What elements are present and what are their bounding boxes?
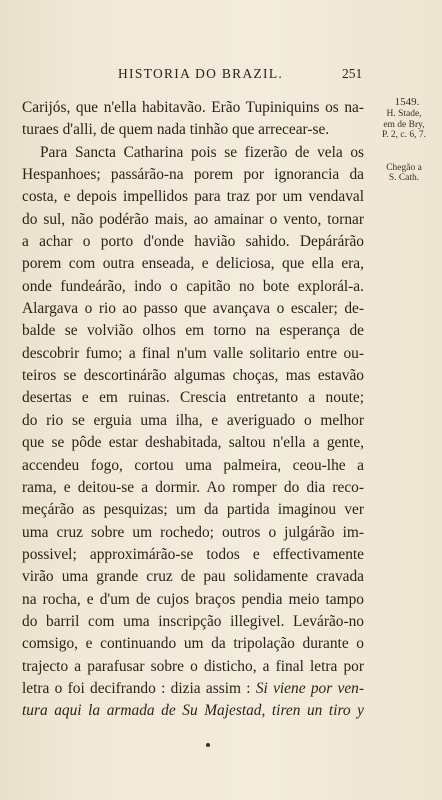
margin-gap	[368, 141, 440, 163]
italic-quote: tura aqui la armada de Su Majestad, tiren un tiro y	[22, 702, 364, 720]
text-line: desertas e em ruinas. Crescia entretanto a noute;	[22, 389, 364, 407]
text-line: onde fundeárão, indo o capitão no bote explorál-a.	[22, 277, 364, 295]
text-line: meçárão as pesquizas; um da partida imaginou ver	[22, 501, 364, 519]
text-line-italic-last	[22, 700, 364, 722]
text-line: possivel; approximárão-se todos e effectivamente	[22, 545, 364, 563]
text-line: descobrir fumo; a final n'um valle solitario entre ou-	[22, 344, 364, 362]
margin-note-source: em de Bry,	[383, 119, 425, 130]
text-line: Alargava o rio ao passo que avançava o escaler; de-	[22, 300, 364, 318]
text-line: comsigo, e continuando um da tripolação durante o	[22, 635, 364, 653]
text-line: balde se volvião olhos em torno na esperança de	[22, 322, 364, 340]
text-line-with-italic	[22, 678, 364, 700]
text-line: uma cruz sobre um rochedo; outros o julgárão im-	[22, 523, 364, 541]
margin-note-source: P. 2, c. 6, 7.	[381, 130, 427, 140]
text-line: porem com outra enseada, e deliciosa, que ella era,	[22, 255, 364, 273]
text-line: do barril com uma inscripção illegivel. Levárão-no	[22, 612, 364, 630]
text-line: a achar o porto d'onde havião sahido. Depárárão	[22, 233, 364, 251]
margin-notes	[368, 96, 440, 184]
text-line: Carijós, que n'ella habitavão. Erão Tupiniquins os na-	[22, 99, 364, 116]
text-line-italic: Si viene por ven-	[255, 679, 364, 697]
page-number: 251	[342, 66, 363, 81]
margin-note-event: Chegão a	[386, 162, 422, 173]
text-line: virão uma grande cruz de pau solidamente cravada	[22, 568, 364, 586]
text-line: que se pôde estar deshabitada, saltou n'ella a gente,	[22, 434, 364, 452]
margin-note-year: 1549.	[394, 96, 420, 108]
text-line: rama, e deitou-se a dormir. Ao romper do dia reco-	[22, 478, 364, 496]
running-head-title: HISTORIA DO BRAZIL.	[118, 66, 284, 81]
text-line: do rio se erguia uma ilha, e averiguado o melhor	[22, 411, 364, 429]
margin-note-event: S. Cath.	[388, 173, 420, 183]
text-line: costa, e depois impellidos para traz por um vendaval	[22, 188, 364, 206]
body-text	[22, 97, 364, 723]
text-line: na rocha, e d'um de cujos braços pendia meio tampo	[22, 590, 364, 608]
text-line: turaes d'alli, de quem nada tinhão que arrecear-se.	[22, 121, 330, 139]
text-line: teiros se descortinárão algumas choças, mas estavão	[22, 367, 364, 385]
text-line: do sul, não podérão mais, ao amainar o vento, tornar	[22, 210, 364, 228]
text-line-roman: letra o foi decifrando : dizia assim :	[22, 679, 251, 697]
margin-note-source: H. Stade,	[386, 109, 422, 119]
text-line: accendeu fogo, cortou uma palmeira, ceou-lhe a	[22, 456, 364, 474]
text-line: Hespanhoes; passárão-na porem por ignorancia da	[22, 166, 364, 184]
text-line: Para Sancta Catharina pois se fizerão de vela os	[40, 143, 364, 161]
page-mark	[206, 743, 210, 747]
text-line: trajecto a parafusar sobre o disticho, a final letra por	[22, 657, 364, 675]
running-head	[0, 66, 442, 84]
